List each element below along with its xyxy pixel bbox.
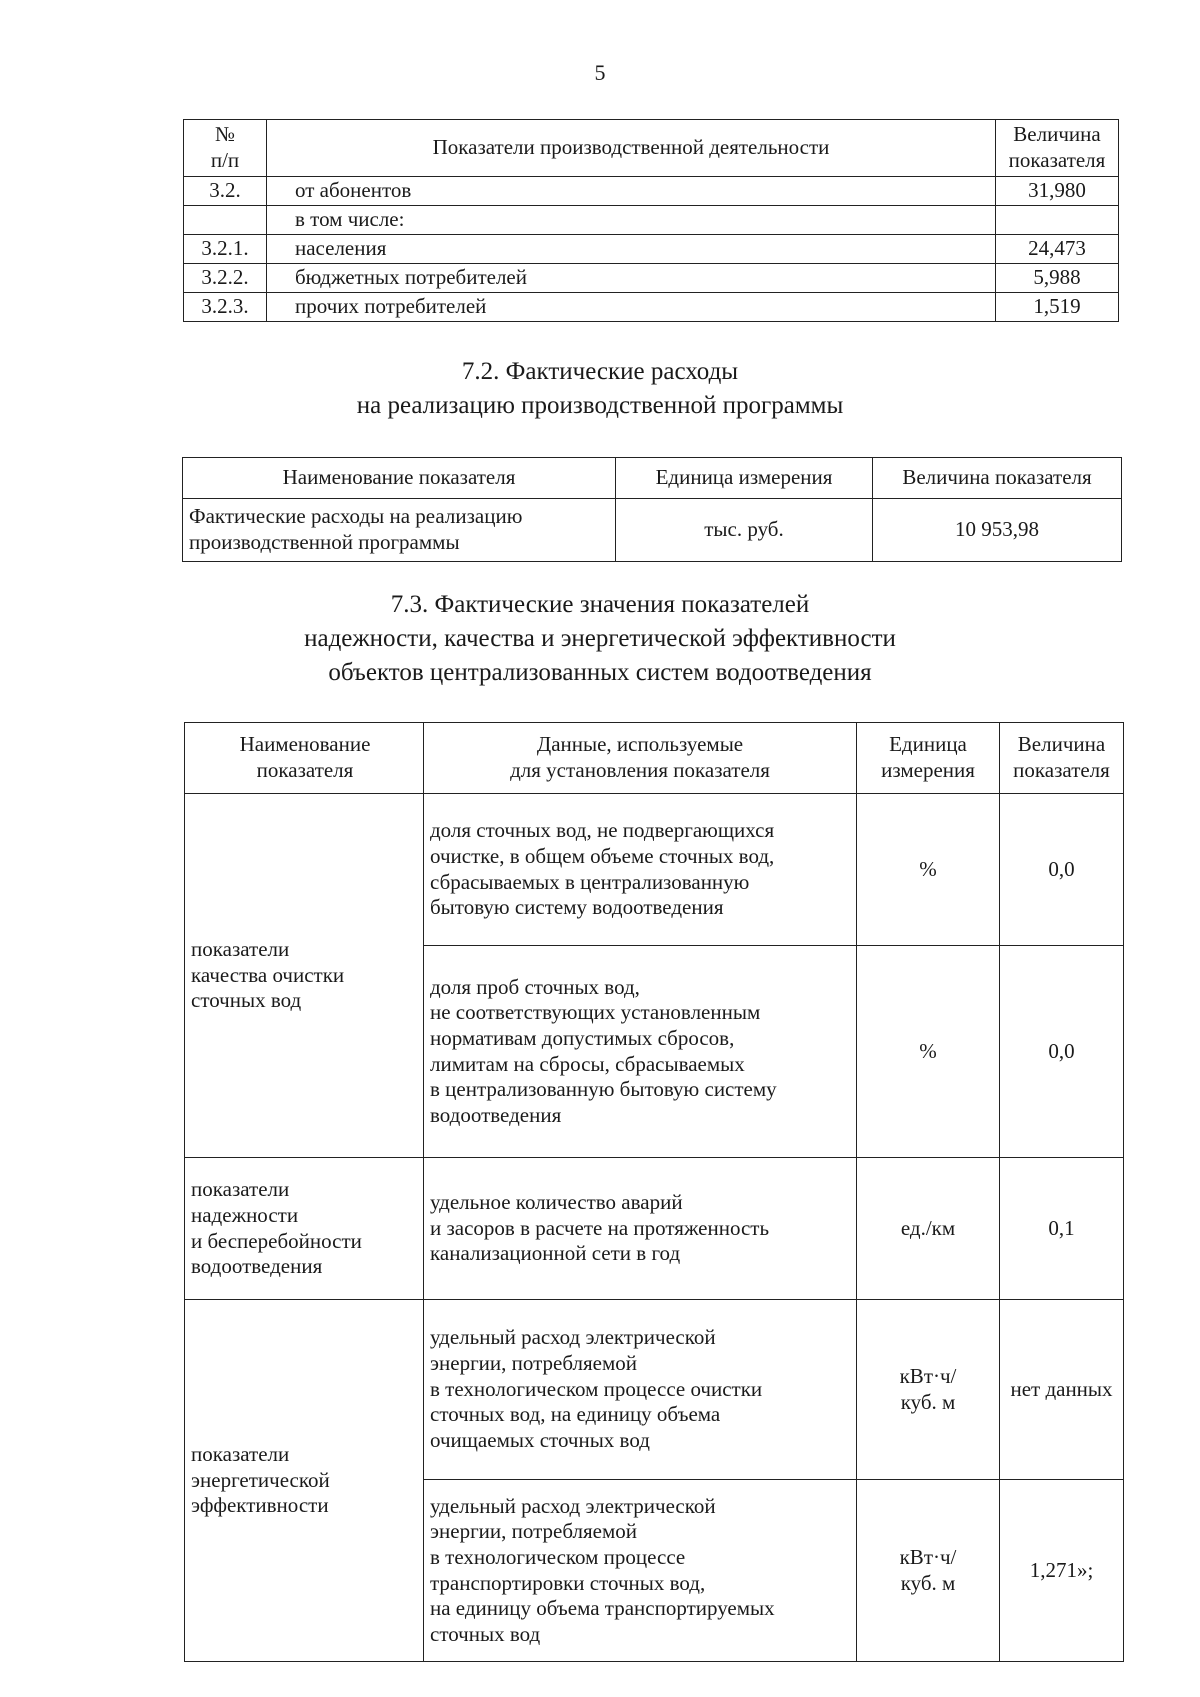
row-indicator: прочих потребителей — [267, 293, 996, 322]
row-value: 31,980 — [996, 177, 1119, 206]
column-header-indicator: Показатели производственной деятельности — [267, 120, 996, 177]
page-number: 5 — [594, 60, 606, 85]
row-value: 0,1 — [1000, 1158, 1124, 1300]
column-header-value: Величина показателя — [873, 458, 1122, 499]
table-row — [185, 1158, 1124, 1300]
column-header-value: Величина показателя — [1000, 723, 1124, 794]
table-header-row — [185, 723, 1124, 794]
row-indicator: бюджетных потребителей — [267, 264, 996, 293]
group-indicator-name: показатели качества очистки сточных вод — [185, 794, 424, 1158]
row-unit: ед./км — [857, 1158, 1000, 1300]
table-row — [183, 499, 1122, 562]
row-indicator: от абонентов — [267, 177, 996, 206]
row-value: 0,0 — [1000, 946, 1124, 1158]
row-number: 3.2. — [184, 177, 267, 206]
column-header-unit: Единица измерения — [857, 723, 1000, 794]
row-data: удельный расход электрической энергии, потребляемой в технологическом процессе транспортировки сточных вод, на единицу объема транспортируемых сточных вод — [424, 1480, 857, 1662]
row-data: доля проб сточных вод, не соответствующих установленным нормативам допустимых сбросов, лимитам на сбросы, сбрасываемых в централизованную бытовую систему водоотведения — [424, 946, 857, 1158]
table-row — [184, 235, 1119, 264]
table-row — [184, 264, 1119, 293]
row-value — [996, 206, 1119, 235]
row-number: 3.2.3. — [184, 293, 267, 322]
row-unit: % — [857, 794, 1000, 946]
row-number: 3.2.1. — [184, 235, 267, 264]
table-row — [184, 177, 1119, 206]
row-value: 0,0 — [1000, 794, 1124, 946]
table-row — [185, 794, 1124, 946]
actual-expenses-table — [182, 457, 1122, 562]
row-value: 24,473 — [996, 235, 1119, 264]
row-value: 10 953,98 — [873, 499, 1122, 562]
row-data: доля сточных вод, не подвергающихся очистке, в общем объеме сточных вод, сбрасываемых в централизованную бытовую систему водоотведения — [424, 794, 857, 946]
row-value: 1,271»; — [1000, 1480, 1124, 1662]
section-heading-7-3: 7.3. Фактические значения показателей надежности, качества и энергетической эффективности объектов централизованных систем водоотведения — [304, 591, 896, 686]
column-header-unit: Единица измерения — [616, 458, 873, 499]
column-header-value: Величина показателя — [996, 120, 1119, 177]
column-header-indicator: Наименование показателя — [183, 458, 616, 499]
table-row — [184, 206, 1119, 235]
row-number: 3.2.2. — [184, 264, 267, 293]
table-row — [184, 293, 1119, 322]
row-indicator: населения — [267, 235, 996, 264]
row-value: 5,988 — [996, 264, 1119, 293]
row-unit: % — [857, 946, 1000, 1158]
row-number — [184, 206, 267, 235]
group-indicator-name: показатели энергетической эффективности — [185, 1300, 424, 1662]
column-header-data: Данные, используемые для установления показателя — [424, 723, 857, 794]
row-unit: кВт·ч/ куб. м — [857, 1480, 1000, 1662]
table-header-row — [184, 120, 1119, 177]
row-unit: кВт·ч/ куб. м — [857, 1300, 1000, 1480]
section-heading-7-2: 7.2. Фактические расходы на реализацию производственной программы — [356, 358, 844, 419]
row-value: 1,519 — [996, 293, 1119, 322]
table-row — [185, 1300, 1124, 1480]
row-value: нет данных — [1000, 1300, 1124, 1480]
production-indicators-table — [183, 119, 1119, 322]
column-header-indicator: Наименование показателя — [185, 723, 424, 794]
row-indicator: Фактические расходы на реализацию производственной программы — [183, 499, 616, 562]
table-header-row — [183, 458, 1122, 499]
row-data: удельное количество аварий и засоров в расчете на протяженность канализационной сети в год — [424, 1158, 857, 1300]
column-header-number: № п/п — [184, 120, 267, 177]
row-unit: тыс. руб. — [616, 499, 873, 562]
reliability-quality-efficiency-table — [184, 722, 1124, 1662]
row-indicator: в том числе: — [267, 206, 996, 235]
group-indicator-name: показатели надежности и бесперебойности водоотведения — [185, 1158, 424, 1300]
row-data: удельный расход электрической энергии, потребляемой в технологическом процессе очистки сточных вод, на единицу объема очищаемых сточных вод — [424, 1300, 857, 1480]
